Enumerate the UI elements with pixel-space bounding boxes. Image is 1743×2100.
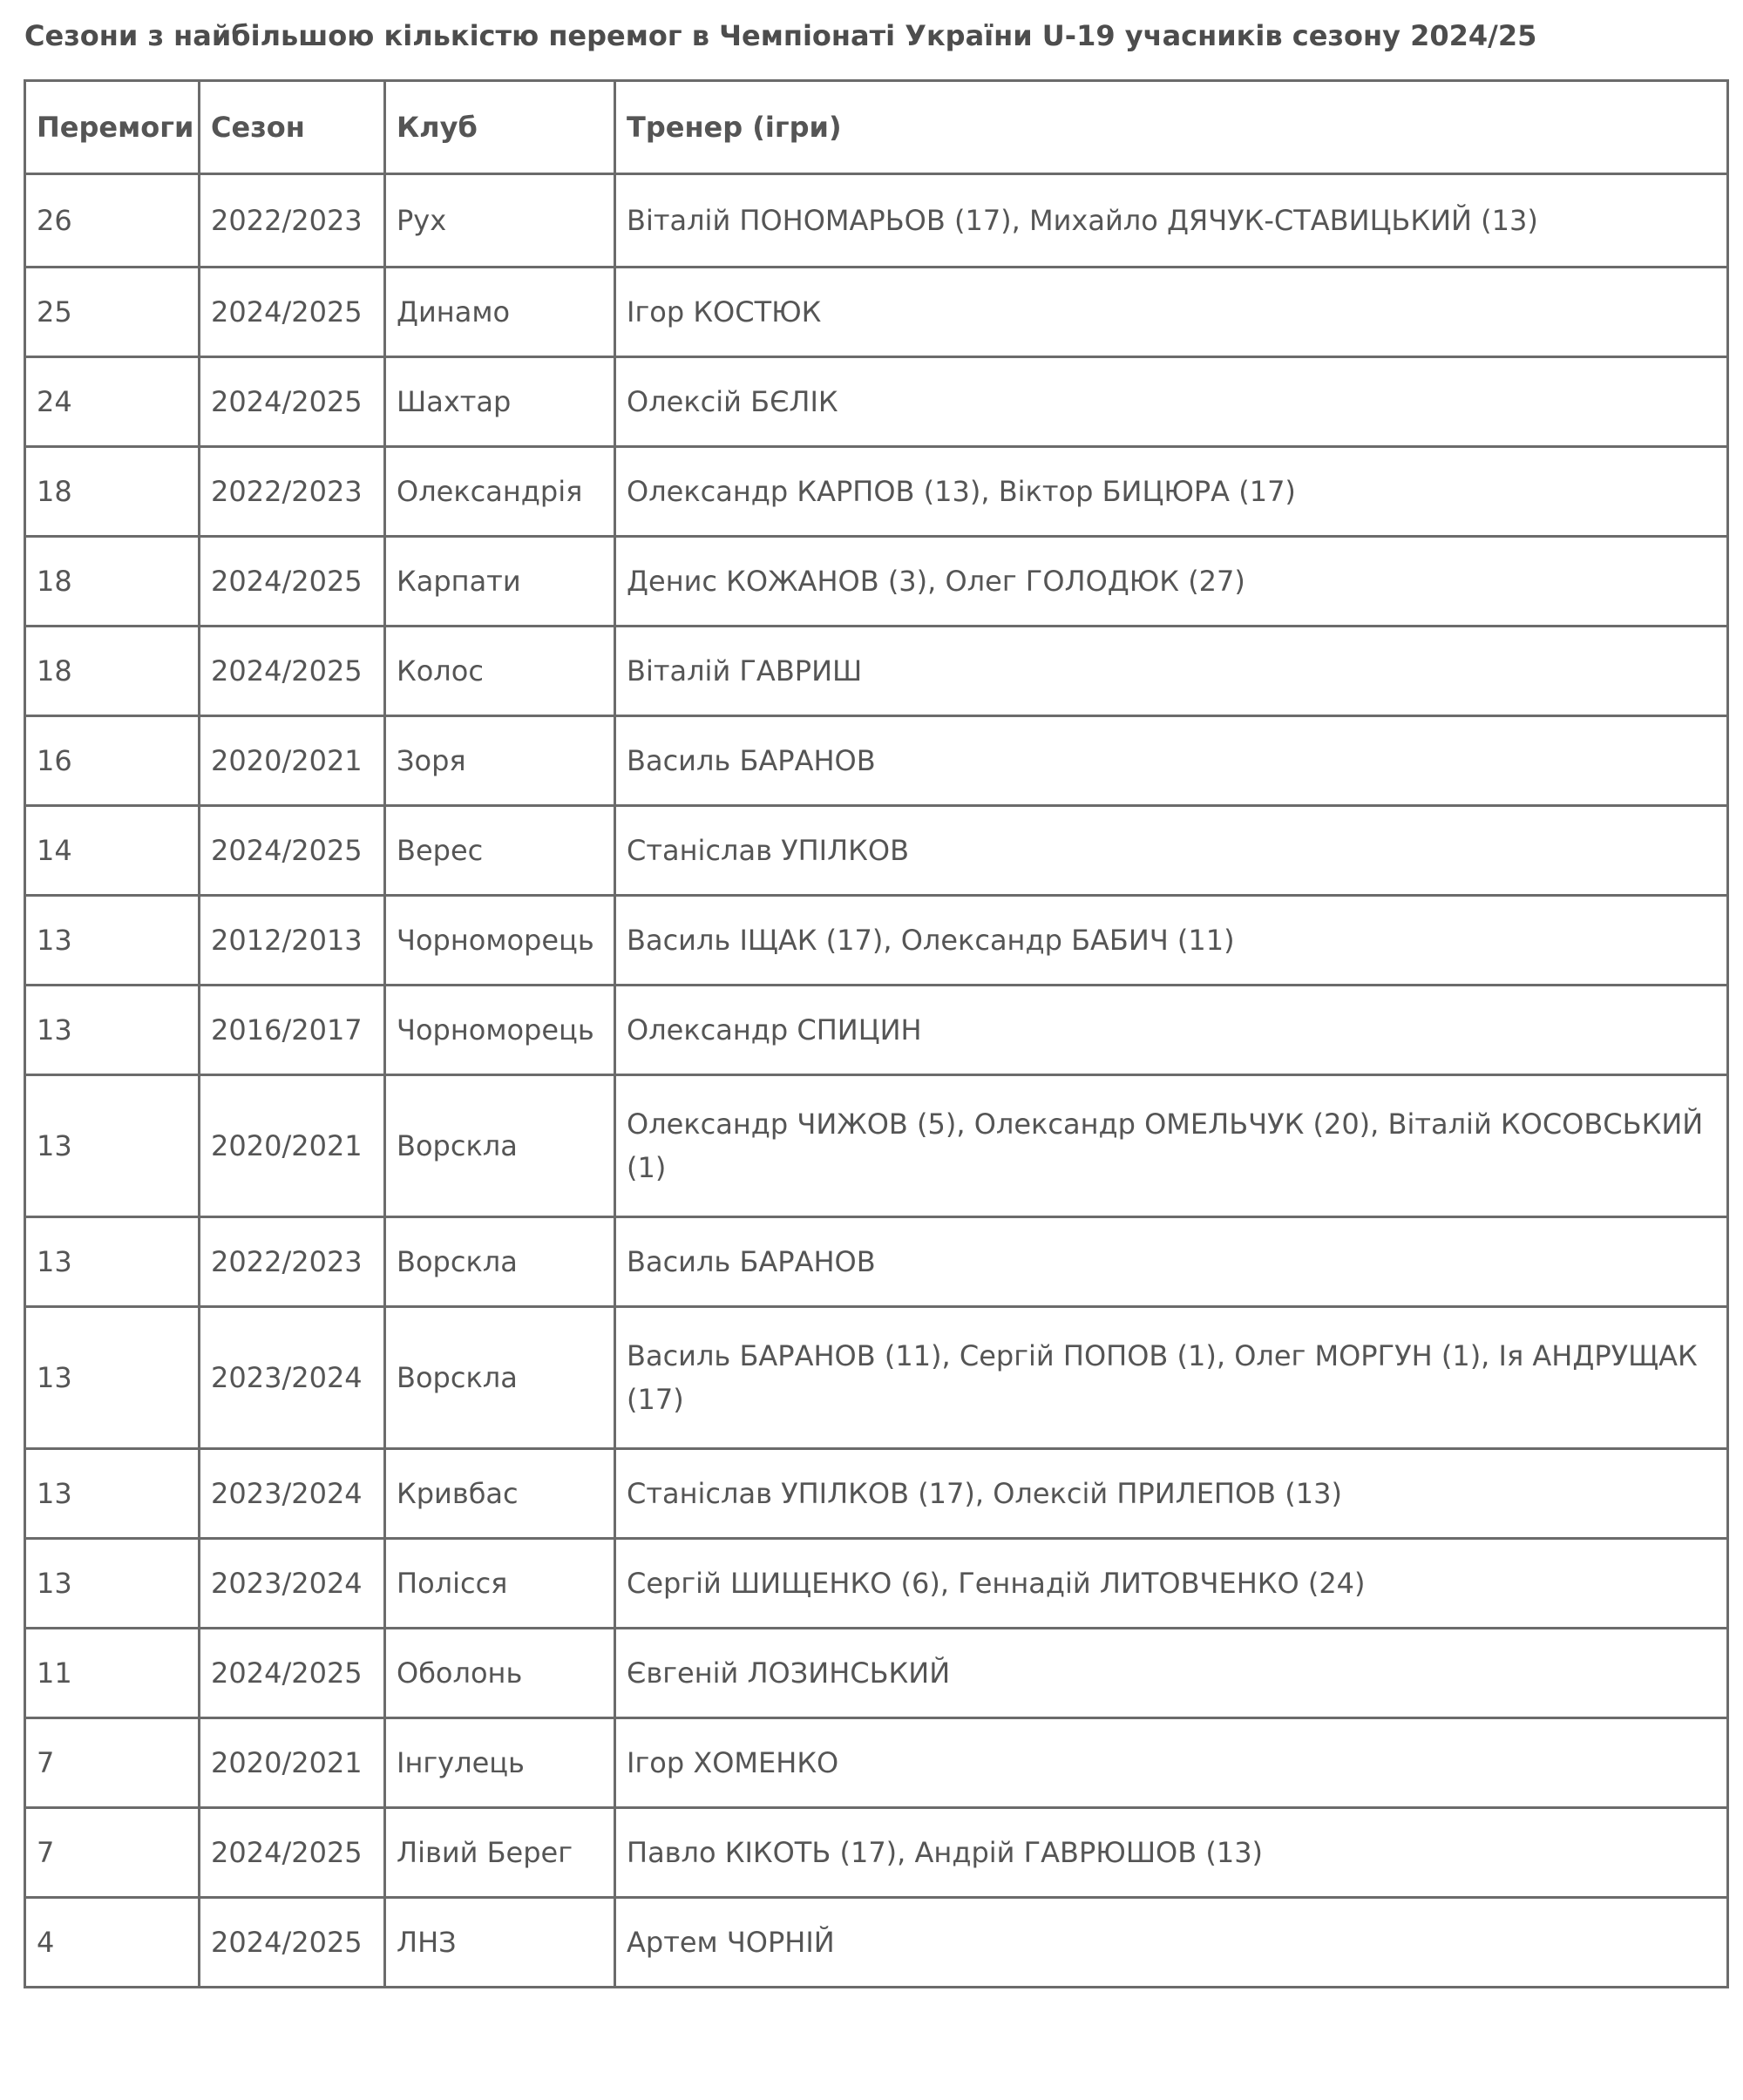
header-wins: Перемоги — [25, 81, 200, 174]
cell-club: Карпати — [385, 537, 615, 627]
cell-coach: Олександр КАРПОВ (13), Віктор БИЦЮРА (17) — [615, 447, 1728, 537]
cell-club: Ворскла — [385, 1075, 615, 1217]
table-row — [25, 447, 1728, 537]
cell-season: 2022/2023 — [200, 174, 385, 268]
cell-coach: Віталій ГАВРИШ — [615, 627, 1728, 716]
table-row — [25, 627, 1728, 716]
cell-season: 2020/2021 — [200, 1718, 385, 1808]
table-row — [25, 1539, 1728, 1629]
cell-wins: 7 — [25, 1808, 200, 1898]
cell-club: Ворскла — [385, 1217, 615, 1307]
cell-season: 2024/2025 — [200, 1898, 385, 1988]
cell-wins: 14 — [25, 806, 200, 896]
cell-wins: 13 — [25, 896, 200, 986]
table-row — [25, 1808, 1728, 1898]
cell-club: Чорноморець — [385, 896, 615, 986]
cell-wins: 24 — [25, 357, 200, 447]
table-row — [25, 716, 1728, 806]
table-row — [25, 1217, 1728, 1307]
cell-season: 2024/2025 — [200, 537, 385, 627]
table-caption: Сезони з найбільшою кількістю перемог в Чемпіонаті України U-19 учасників сезону 2024/25 — [24, 19, 1537, 52]
table-row — [25, 268, 1728, 357]
cell-coach: Станіслав УПІЛКОВ — [615, 806, 1728, 896]
header-club: Клуб — [385, 81, 615, 174]
cell-club: Верес — [385, 806, 615, 896]
cell-coach: Олександр ЧИЖОВ (5), Олександр ОМЕЛЬЧУК (20), Віталій КОСОВСЬКИЙ (1) — [615, 1075, 1728, 1217]
cell-season: 2023/2024 — [200, 1307, 385, 1449]
cell-coach: Василь БАРАНОВ — [615, 716, 1728, 806]
wins-table — [24, 79, 1729, 1988]
cell-wins: 26 — [25, 174, 200, 268]
cell-club: Зоря — [385, 716, 615, 806]
cell-season: 2024/2025 — [200, 1808, 385, 1898]
cell-wins: 18 — [25, 627, 200, 716]
cell-wins: 13 — [25, 1539, 200, 1629]
table-row — [25, 896, 1728, 986]
cell-club: Інгулець — [385, 1718, 615, 1808]
cell-wins: 7 — [25, 1718, 200, 1808]
cell-coach: Євгеній ЛОЗИНСЬКИЙ — [615, 1629, 1728, 1718]
cell-season: 2024/2025 — [200, 806, 385, 896]
cell-club: Колос — [385, 627, 615, 716]
cell-club: Рух — [385, 174, 615, 268]
cell-club: Оболонь — [385, 1629, 615, 1718]
cell-coach: Артем ЧОРНІЙ — [615, 1898, 1728, 1988]
cell-coach: Станіслав УПІЛКОВ (17), Олексій ПРИЛЕПОВ (13) — [615, 1449, 1728, 1539]
cell-wins: 13 — [25, 1307, 200, 1449]
cell-wins: 13 — [25, 1217, 200, 1307]
cell-season: 2012/2013 — [200, 896, 385, 986]
table-row — [25, 1307, 1728, 1449]
cell-season: 2024/2025 — [200, 627, 385, 716]
table-row — [25, 986, 1728, 1075]
header-coach: Тренер (ігри) — [615, 81, 1728, 174]
cell-coach: Павло КІКОТЬ (17), Андрій ГАВРЮШОВ (13) — [615, 1808, 1728, 1898]
cell-coach: Ігор ХОМЕНКО — [615, 1718, 1728, 1808]
cell-coach: Віталій ПОНОМАРЬОВ (17), Михайло ДЯЧУК-СТАВИЦЬКИЙ (13) — [615, 174, 1728, 268]
header-season: Сезон — [200, 81, 385, 174]
cell-season: 2024/2025 — [200, 268, 385, 357]
cell-season: 2020/2021 — [200, 716, 385, 806]
cell-season: 2024/2025 — [200, 357, 385, 447]
table-row — [25, 1449, 1728, 1539]
cell-season: 2023/2024 — [200, 1449, 385, 1539]
cell-coach: Ігор КОСТЮК — [615, 268, 1728, 357]
table-header-row — [25, 81, 1728, 174]
cell-wins: 25 — [25, 268, 200, 357]
cell-coach: Сергій ШИЩЕНКО (6), Геннадій ЛИТОВЧЕНКО (24) — [615, 1539, 1728, 1629]
cell-season: 2022/2023 — [200, 1217, 385, 1307]
cell-club: Лівий Берег — [385, 1808, 615, 1898]
cell-season: 2022/2023 — [200, 447, 385, 537]
table-row — [25, 806, 1728, 896]
cell-wins: 13 — [25, 1075, 200, 1217]
table-row — [25, 537, 1728, 627]
cell-coach: Денис КОЖАНОВ (3), Олег ГОЛОДЮК (27) — [615, 537, 1728, 627]
cell-club: Шахтар — [385, 357, 615, 447]
table-row — [25, 174, 1728, 268]
cell-coach: Василь БАРАНОВ (11), Сергій ПОПОВ (1), Олег МОРГУН (1), Ія АНДРУЩАК (17) — [615, 1307, 1728, 1449]
cell-wins: 13 — [25, 1449, 200, 1539]
cell-club: Ворскла — [385, 1307, 615, 1449]
cell-coach: Олександр СПИЦИН — [615, 986, 1728, 1075]
cell-club: Динамо — [385, 268, 615, 357]
cell-wins: 13 — [25, 986, 200, 1075]
cell-club: Полісся — [385, 1539, 615, 1629]
cell-club: Кривбас — [385, 1449, 615, 1539]
cell-coach: Василь БАРАНОВ — [615, 1217, 1728, 1307]
cell-club: Олександрія — [385, 447, 615, 537]
cell-wins: 11 — [25, 1629, 200, 1718]
cell-season: 2016/2017 — [200, 986, 385, 1075]
cell-wins: 18 — [25, 537, 200, 627]
cell-coach: Олексій БЄЛІК — [615, 357, 1728, 447]
cell-wins: 4 — [25, 1898, 200, 1988]
cell-season: 2024/2025 — [200, 1629, 385, 1718]
table-row — [25, 1898, 1728, 1988]
cell-wins: 16 — [25, 716, 200, 806]
cell-season: 2023/2024 — [200, 1539, 385, 1629]
table-row — [25, 357, 1728, 447]
cell-coach: Василь ІЩАК (17), Олександр БАБИЧ (11) — [615, 896, 1728, 986]
table-row — [25, 1629, 1728, 1718]
table-row — [25, 1718, 1728, 1808]
cell-club: Чорноморець — [385, 986, 615, 1075]
cell-wins: 18 — [25, 447, 200, 537]
table-row — [25, 1075, 1728, 1217]
cell-club: ЛНЗ — [385, 1898, 615, 1988]
cell-season: 2020/2021 — [200, 1075, 385, 1217]
